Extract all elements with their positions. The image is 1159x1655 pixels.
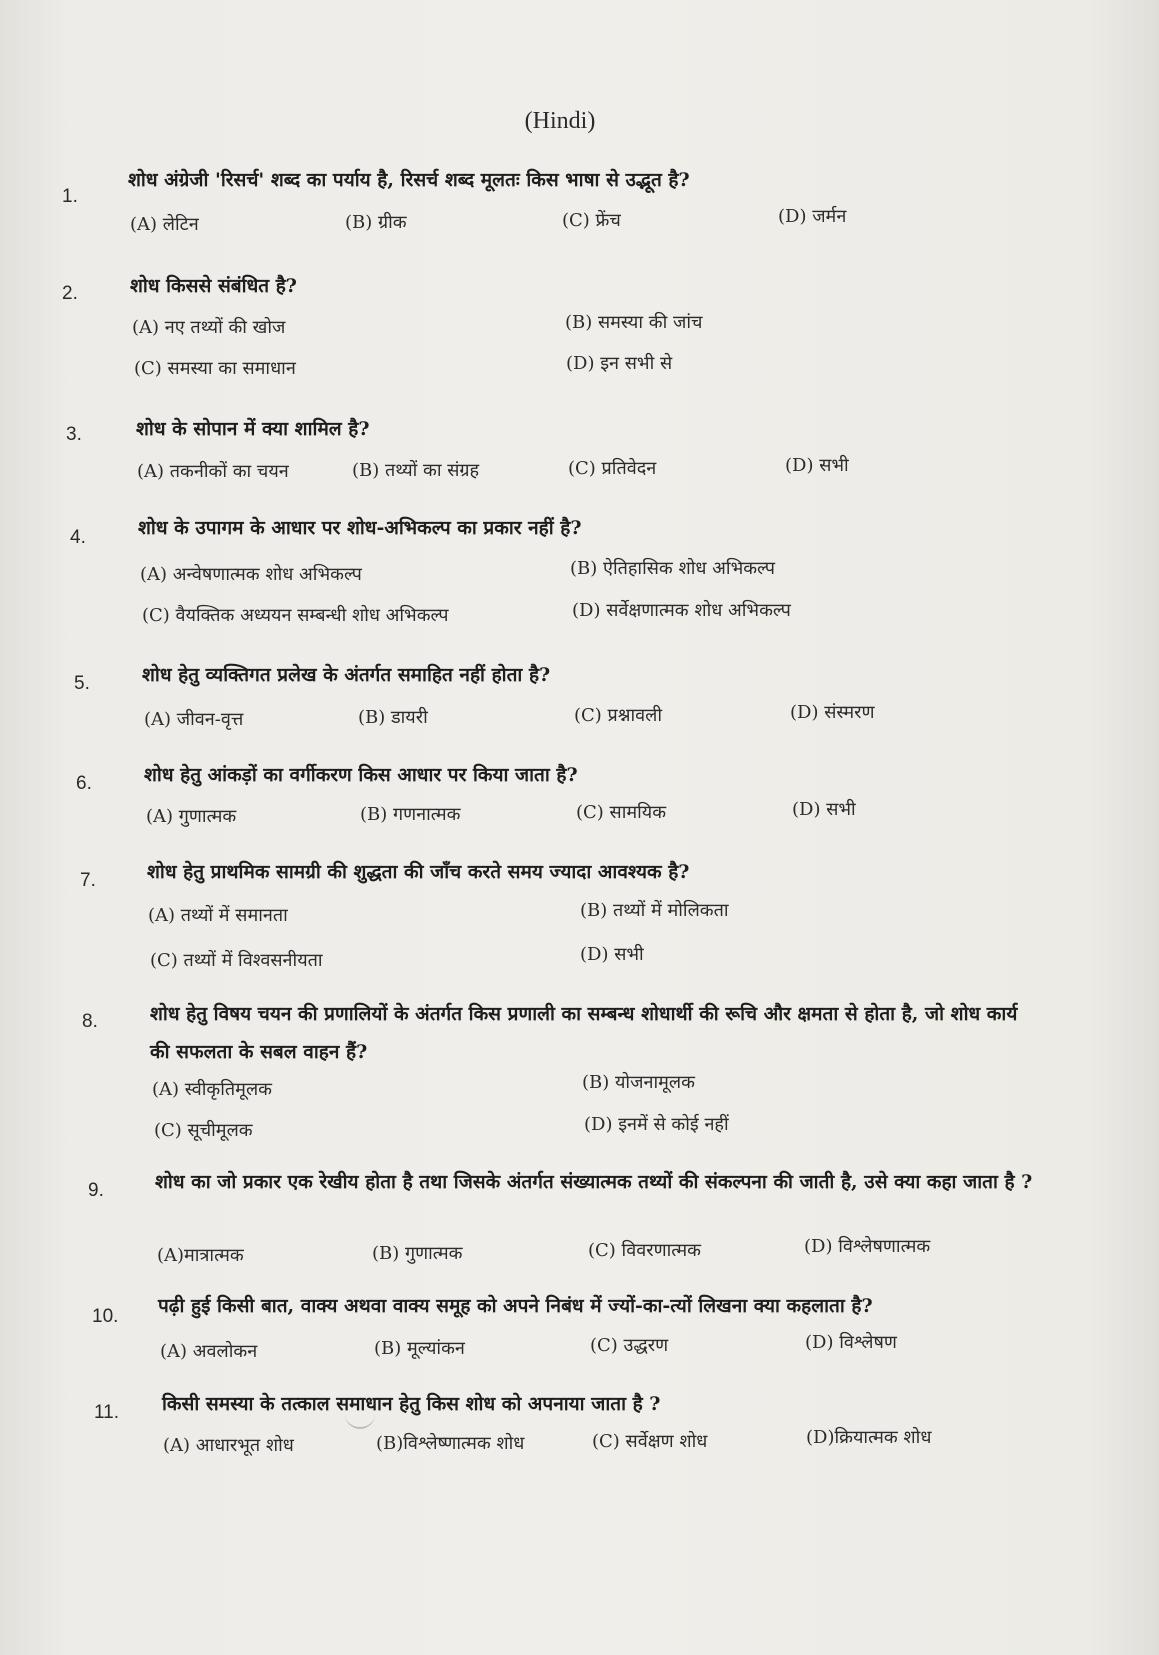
question-text: शोध हेतु व्यक्तिगत प्रलेख के अंतर्गत समाहित नहीं होता है? [142,664,551,686]
question-number: 8. [82,1011,98,1032]
question-number: 3. [66,424,82,445]
question-number: 7. [80,870,96,891]
option-c: (C) उद्धरण [590,1335,669,1356]
option-b: (B) गणनात्मक [360,804,461,825]
pen-mark [345,1413,375,1429]
question-text: किसी समस्या के तत्काल समाधान हेतु किस शोध को अपनाया जाता है ? [162,1393,661,1415]
question-number: 2. [62,283,78,304]
option-c: (C) प्रश्नावली [574,705,663,726]
question-text: शोध का जो प्रकार एक रेखीय होता है तथा जिसके अंतर्गत संख्यात्मक तथ्यों की संकल्पना की जाती है, उसे क्या कहा जाता है ? [155,1171,1033,1193]
option-b: (B) डायरी [358,707,428,728]
option-a: (A) आधारभूत शोध [163,1435,294,1456]
option-a: (A) स्वीकृतिमूलक [152,1079,272,1100]
option-b: (B) तथ्यों में मोलिकता [580,900,729,921]
option-d: (D) सभी [792,799,856,820]
option-a: (A) तथ्यों में समानता [148,905,288,926]
question-number: 9. [88,1180,104,1201]
option-c: (C) तथ्यों में विश्वसनीयता [150,950,323,971]
option-a: (A) तकनीकों का चयन [137,461,289,482]
option-a: (A) अवलोकन [160,1341,258,1362]
question-number: 1. [62,186,78,207]
option-a: (A) अन्वेषणात्मक शोध अभिकल्प [140,564,362,585]
option-d: (D) विश्लेषण [805,1332,897,1353]
option-b: (B) समस्या की जांच [565,312,703,333]
option-d: (D) विश्लेषणात्मक [804,1236,931,1257]
question-text: शोध के उपागम के आधार पर शोध-अभिकल्प का प्रकार नहीं है? [138,517,582,539]
option-a: (A) गुणात्मक [146,806,237,827]
option-a: (A)मात्रात्मक [157,1245,244,1266]
option-d: (D) इन सभी से [566,353,673,374]
option-d: (D) सभी [580,944,644,965]
option-d: (D) जर्मन [778,206,847,227]
option-c: (C) प्रतिवेदन [568,458,657,479]
question-number: 6. [76,773,92,794]
option-d: (D) सर्वेक्षणात्मक शोध अभिकल्प [572,600,791,621]
question-text: शोध हेतु आंकड़ों का वर्गीकरण किस आधार पर किया जाता है? [144,764,578,786]
question-text: शोध अंग्रेजी 'रिसर्च' शब्द का पर्याय है, रिसर्च शब्द मूलतः किस भाषा से उद्भूत है? [128,169,690,191]
option-d: (D) संस्मरण [790,702,875,723]
option-b: (B) योजनामूलक [582,1072,695,1093]
option-b: (B) मूल्यांकन [374,1338,465,1359]
option-c: (C) सूचीमूलक [154,1120,253,1141]
question-number: 10. [92,1306,119,1327]
option-a: (A) लेटिन [130,214,199,235]
question-text: शोध किससे संबंधित है? [130,275,297,297]
option-c: (C) समस्या का समाधान [134,358,296,379]
option-c: (C) सामयिक [576,802,667,823]
option-a: (A) नए तथ्यों की खोज [132,317,286,338]
option-d: (D) इनमें से कोई नहीं [584,1114,729,1135]
question-text: शोध के सोपान में क्या शामिल है? [136,418,370,440]
option-b: (B) तथ्यों का संग्रह [352,460,480,481]
option-c: (C) वैयक्तिक अध्ययन सम्बन्धी शोध अभिकल्प [142,605,449,626]
option-b: (B) ग्रीक [345,212,407,233]
option-c: (C) फ्रेंच [562,210,621,231]
question-number: 4. [70,527,86,548]
question-text: शोध हेतु विषय चयन की प्रणालियों के अंतर्गत किस प्रणाली का सम्बन्ध शोधार्थी की रूचि और क्षमता से होता है, जो शोध कार्य की सफलता के सबल वाहन हैं? [150,1003,1018,1063]
option-b: (B) ऐतिहासिक शोध अभिकल्प [570,558,775,579]
option-d: (D) सभी [785,455,849,476]
option-d: (D)क्रियात्मक शोध [806,1427,932,1448]
option-b: (B)विश्लेष्णात्मक शोध [376,1433,525,1454]
option-b: (B) गुणात्मक [372,1243,463,1264]
page-title: (Hindi) [524,108,596,134]
question-number: 5. [74,673,90,694]
option-c: (C) सर्वेक्षण शोध [592,1431,708,1452]
option-a: (A) जीवन-वृत्त [144,709,244,730]
question-text: शोध हेतु प्राथमिक सामग्री की शुद्धता की जाँच करते समय ज्यादा आवश्यक है? [147,861,690,883]
question-number: 11. [94,1402,120,1423]
option-c: (C) विवरणात्मक [588,1240,701,1261]
question-text: पढ़ी हुई किसी बात, वाक्य अथवा वाक्य समूह को अपने निबंध में ज्यों-का-त्यों लिखना क्या कहलाता है? [158,1295,873,1317]
